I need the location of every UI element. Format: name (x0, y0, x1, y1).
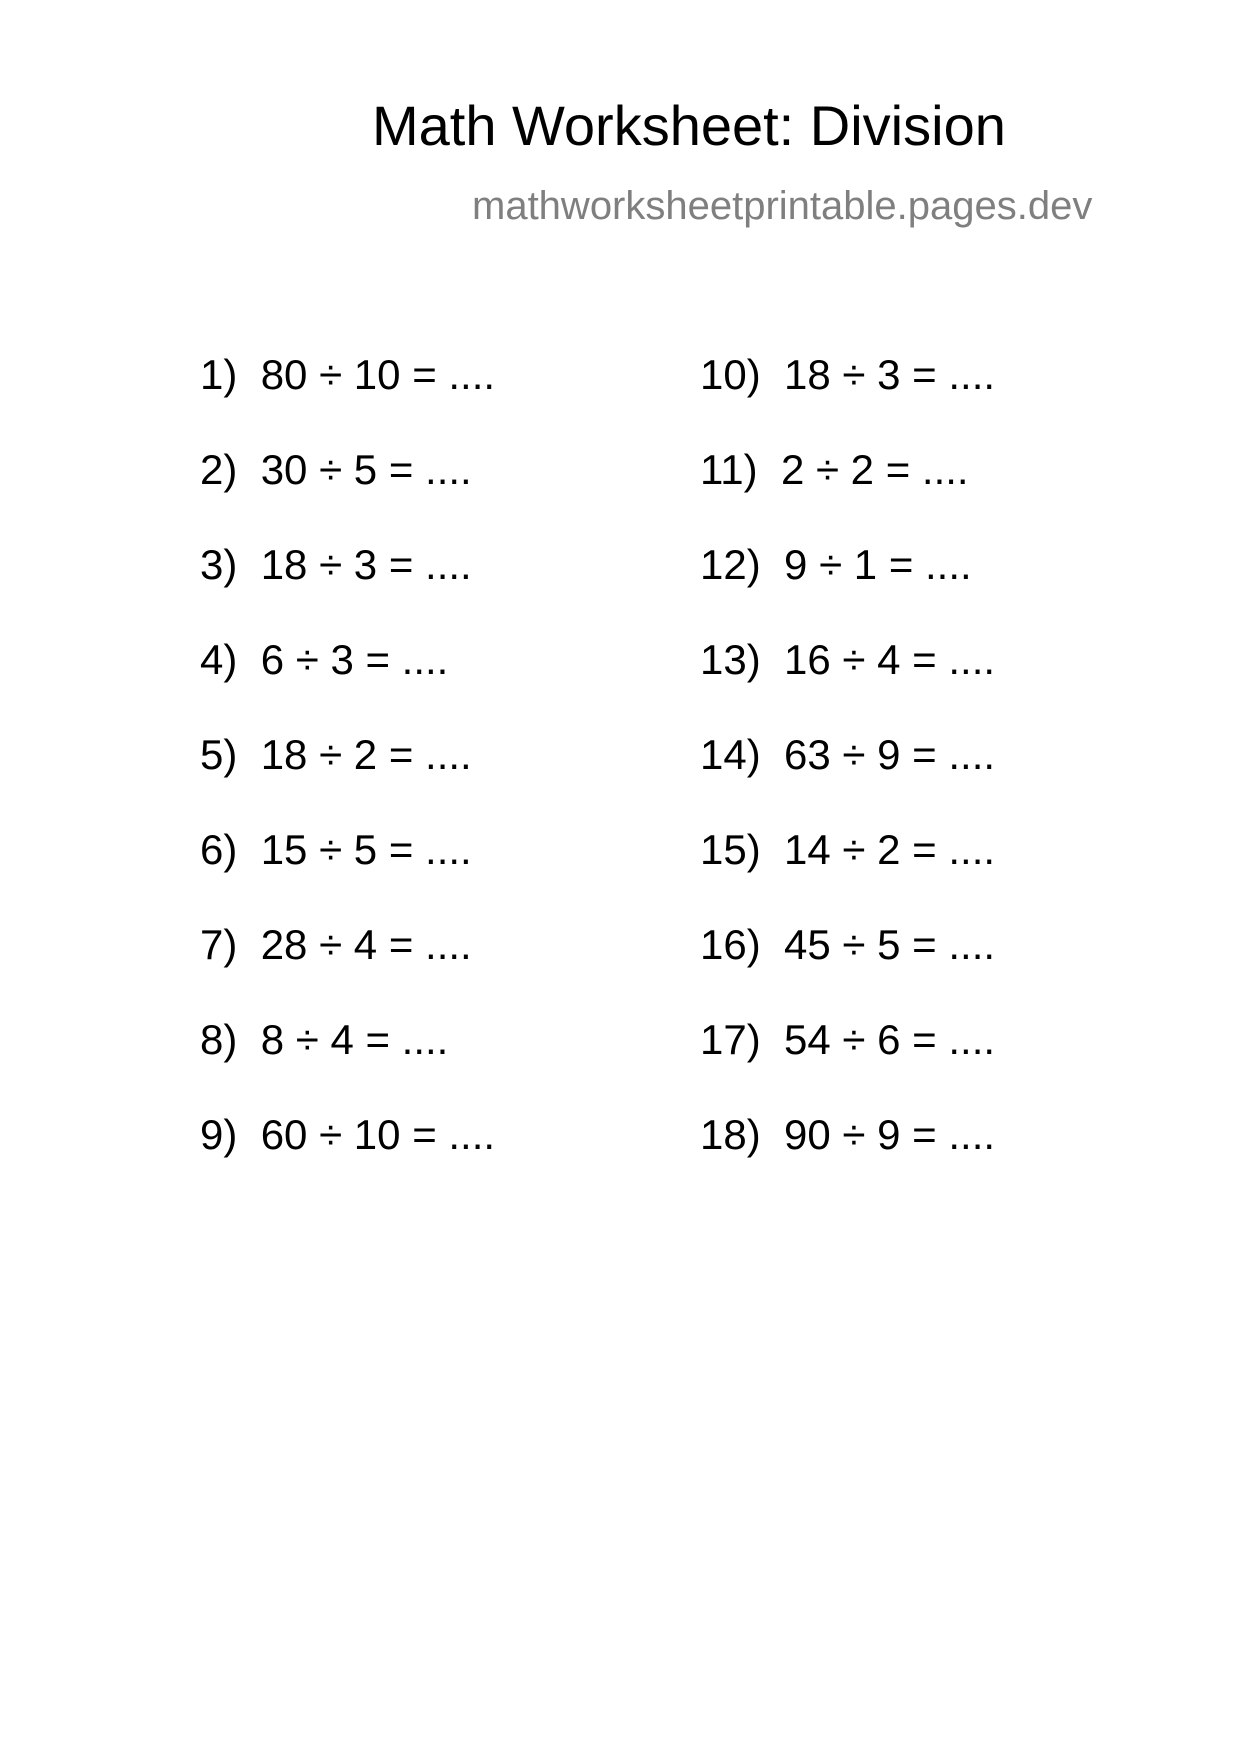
problem-item (200, 826, 472, 873)
problem-number: 4) (200, 636, 238, 683)
problem-expression: 14 ÷ 2 = .... (784, 826, 996, 873)
problem-item (700, 351, 996, 398)
problem-item (200, 921, 472, 968)
problem-item (700, 731, 996, 778)
problem-number: 11) (700, 446, 758, 493)
problem-expression: 80 ÷ 10 = .... (260, 351, 496, 398)
problem-number: 14) (700, 731, 761, 778)
problem-item (700, 921, 996, 968)
problem-expression: 60 ÷ 10 = .... (260, 1111, 496, 1158)
problem-expression: 18 ÷ 3 = .... (784, 351, 996, 398)
problem-expression: 28 ÷ 4 = .... (260, 921, 472, 968)
problem-item (700, 826, 996, 873)
problem-expression: 16 ÷ 4 = .... (784, 636, 996, 683)
problem-number: 2) (200, 446, 238, 493)
problem-expression: 54 ÷ 6 = .... (784, 1016, 996, 1063)
problem-item (700, 1016, 996, 1063)
problem-item (200, 636, 449, 683)
problem-number: 10) (700, 351, 761, 398)
problem-number: 5) (200, 731, 238, 778)
problem-item (200, 1016, 449, 1063)
problem-number: 17) (700, 1016, 761, 1063)
problem-item (200, 446, 472, 493)
problem-number: 7) (200, 921, 238, 968)
problem-number: 8) (200, 1016, 238, 1063)
problem-expression: 30 ÷ 5 = .... (260, 446, 472, 493)
problem-expression: 9 ÷ 1 = .... (784, 541, 972, 588)
page-subtitle: mathworksheetprintable.pages.dev (472, 184, 1093, 228)
problem-number: 3) (200, 541, 238, 588)
problem-expression: 6 ÷ 3 = .... (260, 636, 449, 683)
problem-expression: 18 ÷ 3 = .... (260, 541, 472, 588)
problem-item (700, 541, 972, 588)
problem-expression: 15 ÷ 5 = .... (260, 826, 472, 873)
problem-number: 13) (700, 636, 761, 683)
problem-expression: 2 ÷ 2 = .... (780, 446, 969, 493)
problem-item (200, 351, 496, 398)
problem-number: 9) (200, 1111, 238, 1158)
problem-item (200, 731, 472, 778)
problem-item (700, 636, 996, 683)
problem-item (700, 1111, 996, 1158)
problem-expression: 63 ÷ 9 = .... (784, 731, 996, 778)
problem-expression: 18 ÷ 2 = .... (260, 731, 472, 778)
problem-item (200, 1111, 496, 1158)
problem-number: 18) (700, 1111, 761, 1158)
problem-number: 1) (200, 351, 238, 398)
problem-expression: 8 ÷ 4 = .... (260, 1016, 449, 1063)
problem-number: 15) (700, 826, 761, 873)
problem-number: 16) (700, 921, 761, 968)
page-title: Math Worksheet: Division (372, 94, 1006, 157)
problem-expression: 45 ÷ 5 = .... (784, 921, 996, 968)
problem-number: 6) (200, 826, 238, 873)
problem-item (700, 446, 969, 493)
problem-item (200, 541, 472, 588)
problem-number: 12) (700, 541, 761, 588)
problem-expression: 90 ÷ 9 = .... (784, 1111, 996, 1158)
